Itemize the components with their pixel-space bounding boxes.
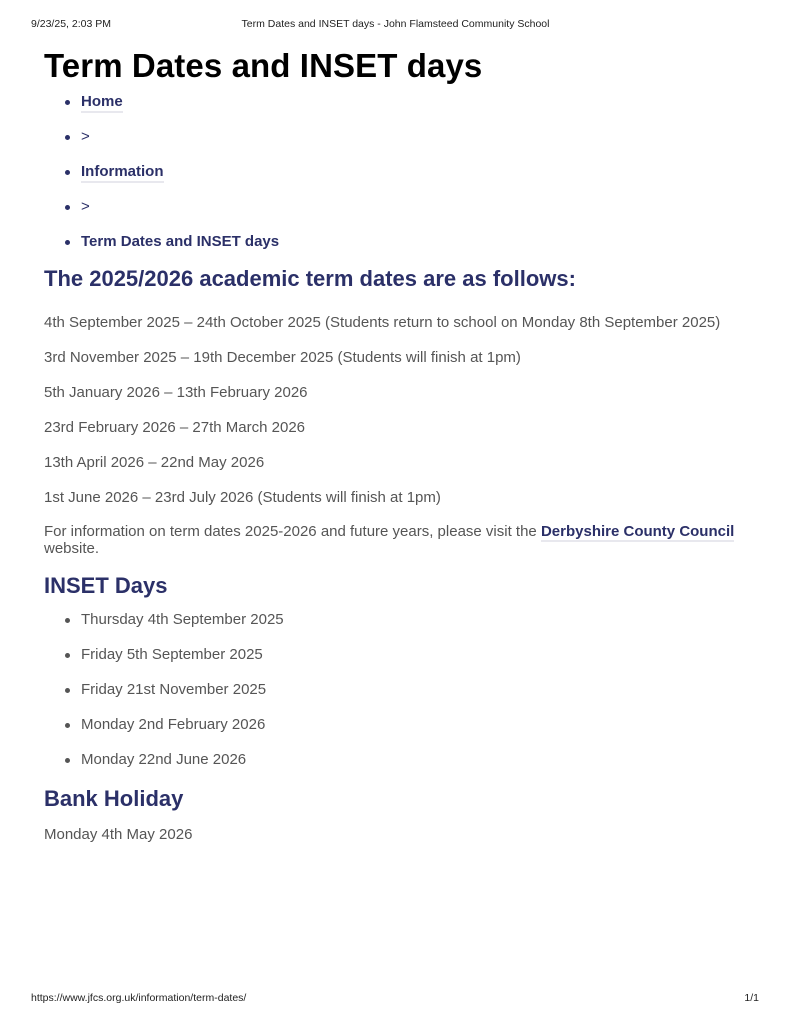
page-title: Term Dates and INSET days — [44, 47, 483, 84]
term-dates-heading: The 2025/2026 academic term dates are as follows: — [44, 266, 576, 291]
inset-day: Thursday 4th September 2025 — [44, 610, 744, 645]
print-url: https://www.jfcs.org.uk/information/term-dates/ — [31, 992, 247, 1004]
print-datetime: 9/23/25, 2:03 PM — [31, 18, 111, 30]
term-date: 13th April 2026 – 22nd May 2026 — [44, 454, 265, 471]
breadcrumb-item-current: Term Dates and INSET days — [44, 232, 744, 267]
inset-day: Monday 2nd February 2026 — [44, 715, 744, 750]
term-dates-list — [44, 313, 744, 523]
bank-holiday-date: Monday 4th May 2026 — [44, 826, 193, 843]
breadcrumb-separator: > — [44, 197, 744, 232]
term-date: 1st June 2026 – 23rd July 2026 (Students will finish at 1pm) — [44, 489, 441, 506]
info-text-suffix: website. — [44, 540, 100, 557]
bank-holiday-heading: Bank Holiday — [44, 786, 184, 811]
inset-day: Friday 21st November 2025 — [44, 680, 744, 715]
breadcrumb-item-home — [44, 92, 744, 127]
term-date: 4th September 2025 – 24th October 2025 (Students return to school on Monday 8th September 2025) — [44, 314, 721, 331]
breadcrumb-link-home[interactable]: Home — [81, 93, 123, 113]
breadcrumb — [44, 92, 744, 267]
breadcrumb-item-information — [44, 162, 744, 197]
breadcrumb-link-information[interactable]: Information — [81, 163, 164, 183]
inset-day: Monday 22nd June 2026 — [44, 750, 744, 785]
print-document-title: Term Dates and INSET days - John Flamsteed Community School — [241, 18, 550, 30]
info-text: For information on term dates 2025-2026 and future years, please visit the — [44, 523, 541, 540]
term-date: 23rd February 2026 – 27th March 2026 — [44, 419, 305, 436]
print-page-number: 1/1 — [744, 992, 759, 1004]
print-header — [0, 18, 791, 32]
inset-day: Friday 5th September 2025 — [44, 645, 744, 680]
derbyshire-county-council-link[interactable]: Derbyshire County Council — [540, 523, 735, 540]
term-date: 3rd November 2025 – 19th December 2025 (Students will finish at 1pm) — [44, 349, 521, 366]
term-dates-info — [44, 523, 744, 557]
breadcrumb-separator: > — [44, 127, 744, 162]
main-content — [44, 46, 744, 845]
inset-days-heading: INSET Days — [44, 573, 168, 598]
term-date: 5th January 2026 – 13th February 2026 — [44, 384, 308, 401]
inset-days-list — [44, 610, 744, 785]
